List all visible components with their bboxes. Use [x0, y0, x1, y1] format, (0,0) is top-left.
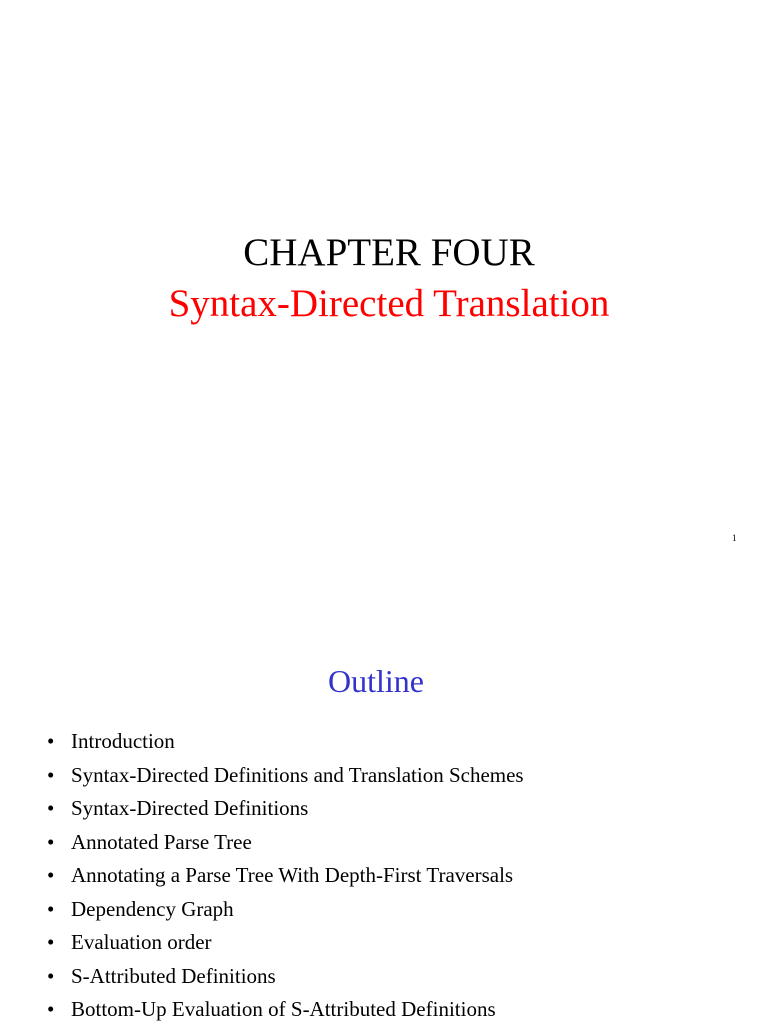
outline-item-text: Annotating a Parse Tree With Depth-First Traversals: [71, 863, 514, 887]
outline-item-text: Dependency Graph: [71, 896, 234, 921]
outline-slide: [0, 576, 768, 1024]
bullet-icon: •: [47, 729, 55, 753]
page-number: 1: [732, 533, 737, 543]
outline-item-depth-first-traversals: [47, 859, 524, 893]
outline-item-evaluation-order: [47, 926, 524, 960]
bullet-icon: •: [47, 863, 55, 887]
outline-item-text: Evaluation order: [71, 930, 212, 954]
outline-item-bottom-up-evaluation: [47, 993, 524, 1027]
bullet-icon: •: [47, 896, 55, 921]
bullet-icon: •: [47, 997, 55, 1021]
outline-item-text: Syntax-Directed Definitions and Translation Schemes: [71, 762, 524, 787]
outline-item-text: Annotated Parse Tree: [71, 829, 252, 854]
chapter-title: CHAPTER FOUR: [243, 231, 535, 274]
outline-item-dependency-graph: [47, 893, 524, 927]
bullet-icon: •: [47, 930, 55, 954]
outline-item-sdd: [47, 792, 524, 826]
outline-item-annotated-parse-tree: [47, 826, 524, 860]
chapter-subtitle: Syntax-Directed Translation: [168, 282, 610, 325]
outline-item-introduction: [47, 725, 524, 759]
outline-item-text: Introduction: [71, 729, 175, 753]
bullet-icon: •: [47, 762, 55, 787]
bullet-icon: •: [47, 796, 55, 820]
outline-item-text: S-Attributed Definitions: [71, 963, 276, 988]
bullet-icon: •: [47, 963, 55, 988]
outline-item-text: Bottom-Up Evaluation of S-Attributed Definitions: [71, 997, 496, 1021]
bullet-icon: •: [47, 829, 55, 854]
outline-list: [47, 725, 524, 1027]
outline-title: Outline: [328, 663, 424, 699]
outline-item-text: Syntax-Directed Definitions: [71, 796, 309, 820]
outline-item-sdd-and-translation-schemes: [47, 759, 524, 793]
outline-item-s-attributed-definitions: [47, 960, 524, 994]
